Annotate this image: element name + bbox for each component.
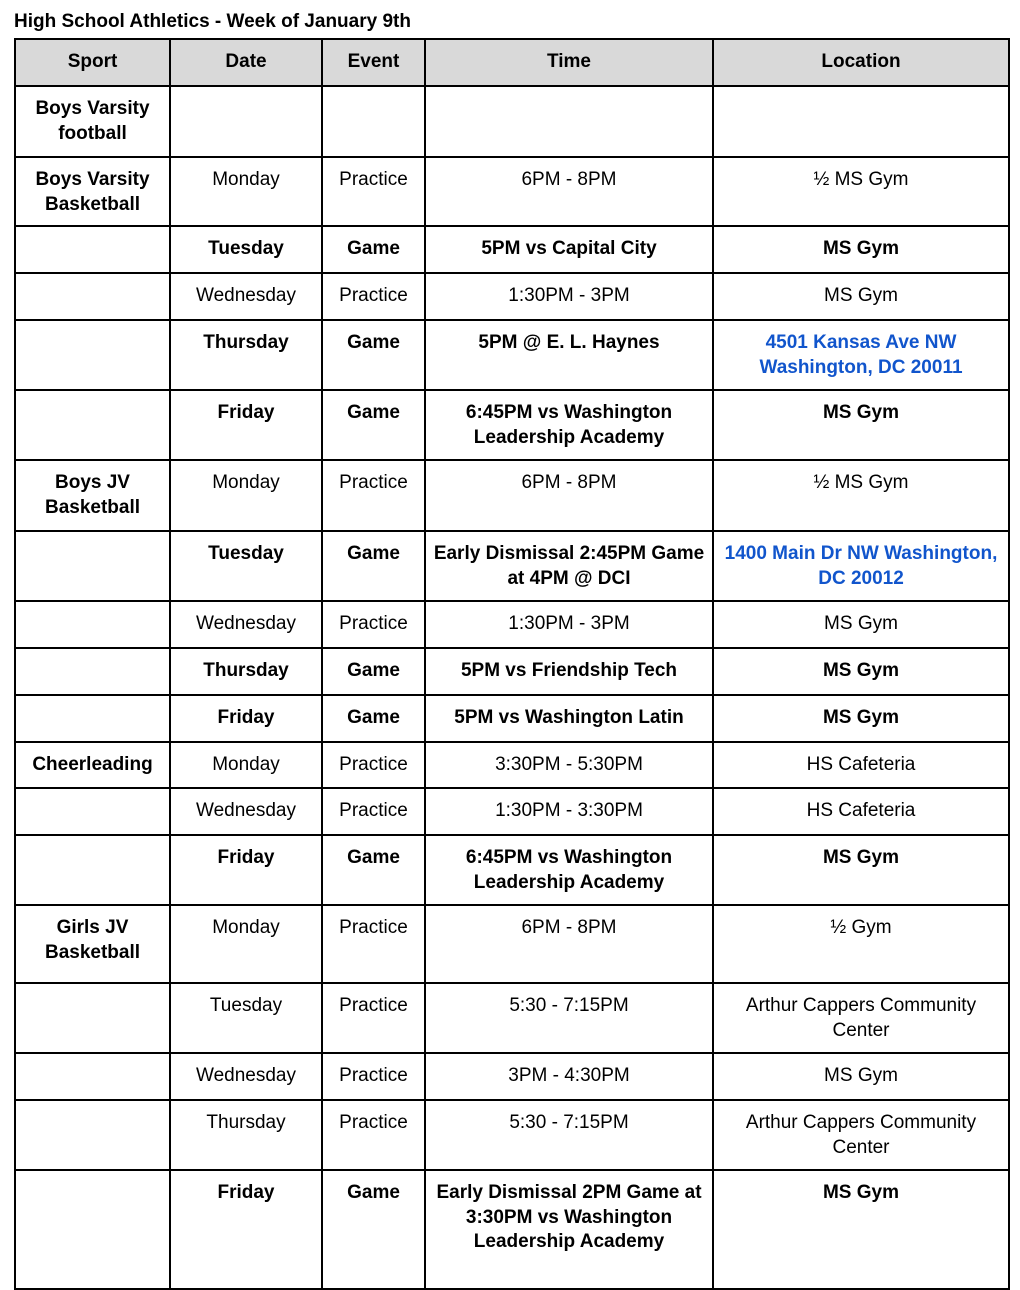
table-row — [15, 695, 1009, 742]
sport-cell — [15, 601, 170, 648]
event-cell: Game — [322, 226, 425, 273]
date-cell: Friday — [170, 1170, 322, 1289]
event-cell — [322, 86, 425, 157]
location-cell: HS Cafeteria — [713, 788, 1009, 835]
sport-cell — [15, 983, 170, 1053]
date-cell: Monday — [170, 905, 322, 983]
sport-cell — [15, 273, 170, 320]
date-cell: Wednesday — [170, 1053, 322, 1100]
time-cell: 6PM - 8PM — [425, 905, 713, 983]
date-cell: Monday — [170, 157, 322, 226]
date-cell: Thursday — [170, 648, 322, 695]
date-cell: Friday — [170, 390, 322, 460]
time-cell: 5PM vs Washington Latin — [425, 695, 713, 742]
sport-cell — [15, 226, 170, 273]
page-title: High School Athletics - Week of January 9th — [14, 11, 411, 32]
sport-cell — [15, 390, 170, 460]
event-cell: Game — [322, 531, 425, 601]
date-cell: Monday — [170, 742, 322, 788]
event-cell: Game — [322, 835, 425, 905]
location-cell: Arthur Cappers Community Center — [713, 1100, 1009, 1170]
event-cell: Game — [322, 1170, 425, 1289]
sport-cell — [15, 320, 170, 390]
date-cell: Wednesday — [170, 273, 322, 320]
col-header-sport: Sport — [15, 39, 170, 86]
sport-cell — [15, 1053, 170, 1100]
date-cell: Tuesday — [170, 531, 322, 601]
time-cell: Early Dismissal 2PM Game at 3:30PM vs Washington Leadership Academy — [425, 1170, 713, 1289]
schedule-table — [14, 38, 1010, 1290]
time-cell: 6PM - 8PM — [425, 460, 713, 531]
table-row — [15, 226, 1009, 273]
time-cell: 5:30 - 7:15PM — [425, 983, 713, 1053]
event-cell: Game — [322, 320, 425, 390]
table-row — [15, 390, 1009, 460]
sport-cell: Boys Varsity Basketball — [15, 157, 170, 226]
event-cell: Game — [322, 695, 425, 742]
location-cell — [713, 86, 1009, 157]
sport-cell — [15, 788, 170, 835]
table-row — [15, 157, 1009, 226]
table-row — [15, 648, 1009, 695]
sport-cell: Boys Varsity football — [15, 86, 170, 157]
sport-cell: Cheerleading — [15, 742, 170, 788]
location-cell: ½ Gym — [713, 905, 1009, 983]
event-cell: Practice — [322, 601, 425, 648]
time-cell: 5PM vs Friendship Tech — [425, 648, 713, 695]
table-row — [15, 788, 1009, 835]
event-cell: Practice — [322, 157, 425, 226]
location-cell: MS Gym — [713, 1053, 1009, 1100]
date-cell: Friday — [170, 695, 322, 742]
time-cell: 5PM vs Capital City — [425, 226, 713, 273]
date-cell — [170, 86, 322, 157]
event-cell: Practice — [322, 742, 425, 788]
col-header-location: Location — [713, 39, 1009, 86]
event-cell: Game — [322, 390, 425, 460]
sport-cell — [15, 1170, 170, 1289]
event-cell: Practice — [322, 905, 425, 983]
location-cell: ½ MS Gym — [713, 157, 1009, 226]
location-cell: MS Gym — [713, 648, 1009, 695]
table-row — [15, 835, 1009, 905]
table-row — [15, 905, 1009, 983]
time-cell: 3:30PM - 5:30PM — [425, 742, 713, 788]
sport-cell — [15, 531, 170, 601]
date-cell: Wednesday — [170, 601, 322, 648]
table-row — [15, 1100, 1009, 1170]
time-cell: 1:30PM - 3:30PM — [425, 788, 713, 835]
location-cell: MS Gym — [713, 601, 1009, 648]
sport-cell — [15, 1100, 170, 1170]
time-cell: 1:30PM - 3PM — [425, 601, 713, 648]
table-row — [15, 742, 1009, 788]
event-cell: Game — [322, 648, 425, 695]
sport-cell — [15, 648, 170, 695]
event-cell: Practice — [322, 273, 425, 320]
event-cell: Practice — [322, 460, 425, 531]
table-row — [15, 86, 1009, 157]
location-cell[interactable]: 4501 Kansas Ave NW Washington, DC 20011 — [713, 320, 1009, 390]
date-cell: Tuesday — [170, 983, 322, 1053]
col-header-time: Time — [425, 39, 713, 86]
time-cell: 5:30 - 7:15PM — [425, 1100, 713, 1170]
date-cell: Tuesday — [170, 226, 322, 273]
location-cell: MS Gym — [713, 390, 1009, 460]
location-cell: MS Gym — [713, 1170, 1009, 1289]
table-row — [15, 983, 1009, 1053]
table-row — [15, 531, 1009, 601]
time-cell: 3PM - 4:30PM — [425, 1053, 713, 1100]
time-cell: 6:45PM vs Washington Leadership Academy — [425, 390, 713, 460]
location-cell: MS Gym — [713, 226, 1009, 273]
location-cell: MS Gym — [713, 273, 1009, 320]
time-cell: 6:45PM vs Washington Leadership Academy — [425, 835, 713, 905]
table-row — [15, 320, 1009, 390]
event-cell: Practice — [322, 788, 425, 835]
date-cell: Monday — [170, 460, 322, 531]
location-cell: MS Gym — [713, 835, 1009, 905]
time-cell: Early Dismissal 2:45PM Game at 4PM @ DCI — [425, 531, 713, 601]
time-cell: 1:30PM - 3PM — [425, 273, 713, 320]
header-row — [15, 39, 1009, 86]
table-row — [15, 601, 1009, 648]
date-cell: Thursday — [170, 1100, 322, 1170]
date-cell: Friday — [170, 835, 322, 905]
event-cell: Practice — [322, 983, 425, 1053]
col-header-date: Date — [170, 39, 322, 86]
location-cell: Arthur Cappers Community Center — [713, 983, 1009, 1053]
time-cell: 6PM - 8PM — [425, 157, 713, 226]
date-cell: Thursday — [170, 320, 322, 390]
location-cell: HS Cafeteria — [713, 742, 1009, 788]
location-cell[interactable]: 1400 Main Dr NW Washington, DC 20012 — [713, 531, 1009, 601]
table-row — [15, 1170, 1009, 1289]
location-cell: ½ MS Gym — [713, 460, 1009, 531]
sport-cell — [15, 835, 170, 905]
col-header-event: Event — [322, 39, 425, 86]
location-cell: MS Gym — [713, 695, 1009, 742]
event-cell: Practice — [322, 1053, 425, 1100]
time-cell: 5PM @ E. L. Haynes — [425, 320, 713, 390]
sport-cell: Boys JV Basketball — [15, 460, 170, 531]
table-row — [15, 460, 1009, 531]
sport-cell — [15, 695, 170, 742]
table-row — [15, 273, 1009, 320]
event-cell: Practice — [322, 1100, 425, 1170]
date-cell: Wednesday — [170, 788, 322, 835]
time-cell — [425, 86, 713, 157]
table-row — [15, 1053, 1009, 1100]
sport-cell: Girls JV Basketball — [15, 905, 170, 983]
